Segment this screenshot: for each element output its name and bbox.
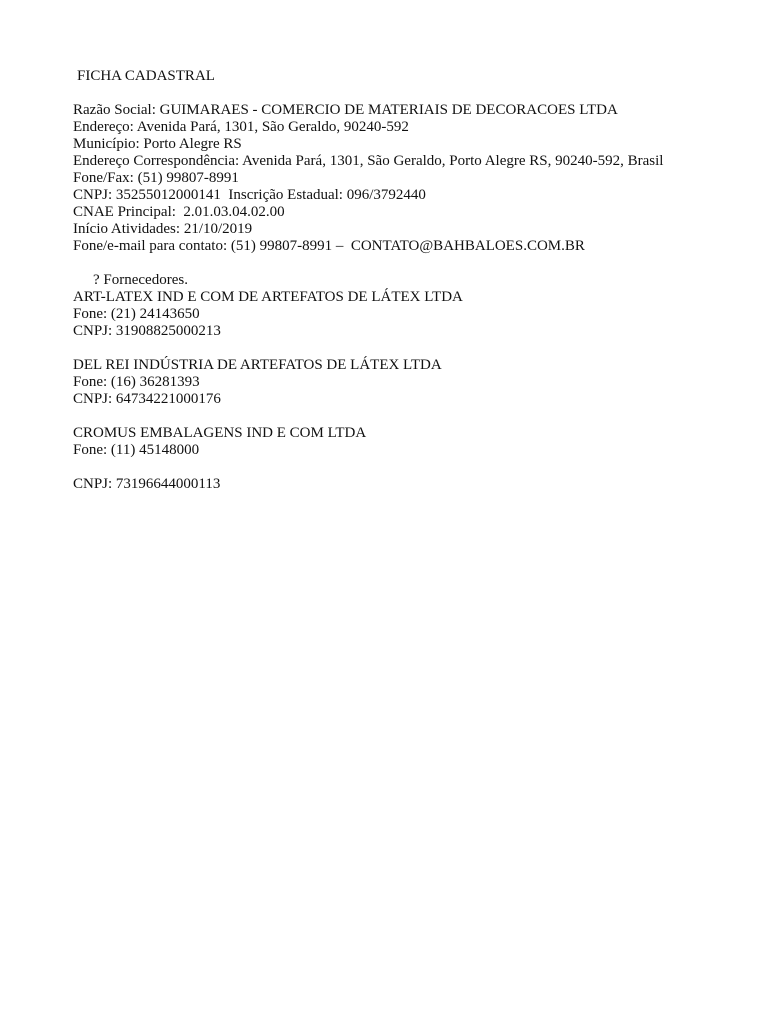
endereco: Endereço: Avenida Pará, 1301, São Geraldo, 90240-592 <box>73 119 409 135</box>
supplier-phone: Fone: (16) 36281393 <box>73 374 200 390</box>
spacer <box>73 340 753 357</box>
spacer <box>73 255 753 272</box>
razao-social: Razão Social: GUIMARAES - COMERCIO DE MATERIAIS DE DECORACOES LTDA <box>73 102 618 118</box>
contato: Fone/e-mail para contato: (51) 99807-8991 – CONTATO@BAHBALOES.COM.BR <box>73 238 585 254</box>
cnpj-inscricao-estadual: CNPJ: 35255012000141 Inscrição Estadual: 096/3792440 <box>73 187 426 203</box>
endereco-correspondencia: Endereço Correspondência: Avenida Pará, 1301, São Geraldo, Porto Alegre RS, 90240-592, Brasil <box>73 153 664 169</box>
spacer <box>73 459 753 476</box>
supplier-cnpj: CNPJ: 73196644000113 <box>73 476 221 492</box>
suppliers-heading: ? Fornecedores. <box>93 272 188 288</box>
cnae-principal: CNAE Principal: 2.01.03.04.02.00 <box>73 204 285 220</box>
supplier-phone: Fone: (21) 24143650 <box>73 306 200 322</box>
supplier-name: ART-LATEX IND E COM DE ARTEFATOS DE LÁTEX LTDA <box>73 289 463 305</box>
supplier-name: DEL REI INDÚSTRIA DE ARTEFATOS DE LÁTEX LTDA <box>73 357 442 373</box>
supplier-cnpj: CNPJ: 64734221000176 <box>73 391 221 407</box>
spacer <box>73 408 753 425</box>
document-page <box>73 68 753 493</box>
municipio: Município: Porto Alegre RS <box>73 136 242 152</box>
inicio-atividades: Início Atividades: 21/10/2019 <box>73 221 253 237</box>
document-title: FICHA CADASTRAL <box>77 68 215 84</box>
supplier-phone: Fone: (11) 45148000 <box>73 442 200 458</box>
supplier-name: CROMUS EMBALAGENS IND E COM LTDA <box>73 425 367 441</box>
fone-fax: Fone/Fax: (51) 99807-8991 <box>73 170 239 186</box>
supplier-cnpj: CNPJ: 31908825000213 <box>73 323 221 339</box>
spacer <box>73 85 753 102</box>
